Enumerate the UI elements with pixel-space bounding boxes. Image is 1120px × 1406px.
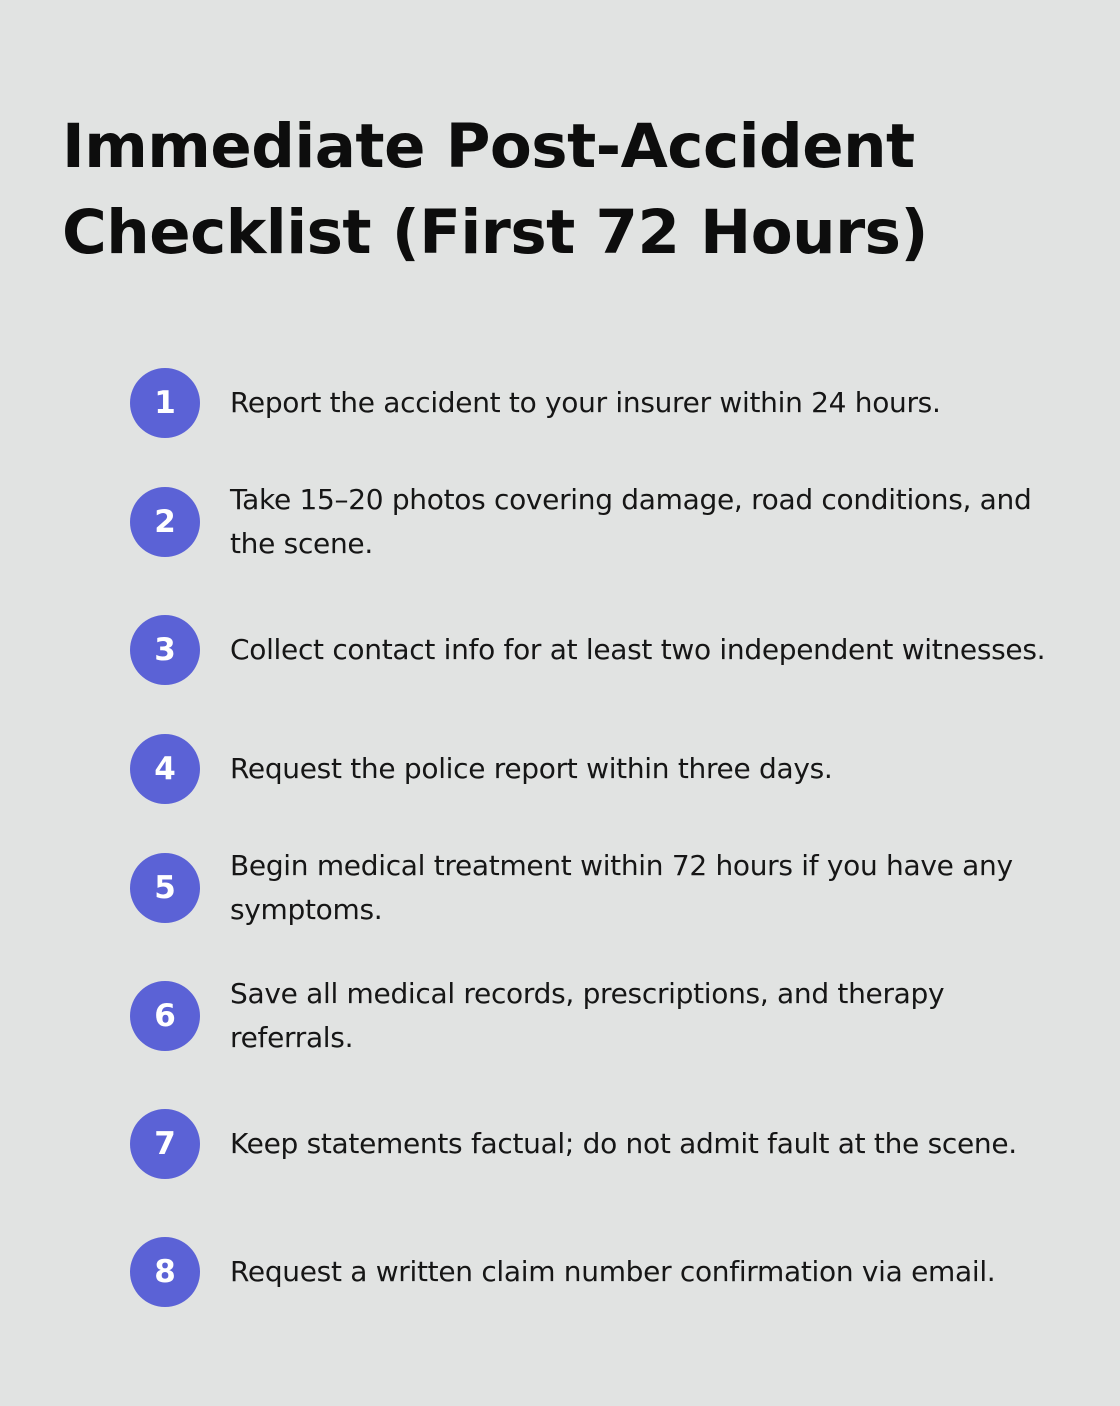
step-text: Take 15–20 photos covering damage, road conditions, and the scene.	[230, 483, 1032, 560]
checklist-step-8	[130, 1237, 1070, 1307]
step-text: Request a written claim number confirmation via email.	[230, 1255, 996, 1288]
step-text: Begin medical treatment within 72 hours if you have any symptoms.	[230, 849, 1013, 926]
step-number-badge: 8	[130, 1237, 200, 1307]
step-number-badge: 3	[130, 615, 200, 685]
step-text: Save all medical records, prescriptions, and therapy referrals.	[230, 977, 945, 1054]
step-number-badge: 7	[130, 1109, 200, 1179]
step-number-badge: 2	[130, 487, 200, 557]
step-number-badge: 6	[130, 981, 200, 1051]
step-text: Report the accident to your insurer within 24 hours.	[230, 386, 941, 419]
checklist-step-1	[130, 368, 1070, 438]
checklist-step-4	[130, 734, 1070, 804]
checklist-step-2	[130, 483, 1070, 560]
step-number-badge: 5	[130, 853, 200, 923]
step-number-badge: 4	[130, 734, 200, 804]
checklist-step-6	[130, 977, 1070, 1054]
page-title-line-1: Immediate Post-Accident	[62, 111, 915, 182]
checklist-step-3	[130, 615, 1070, 685]
step-text: Keep statements factual; do not admit fault at the scene.	[230, 1127, 1017, 1160]
checklist-step-5	[130, 849, 1070, 926]
step-text: Collect contact info for at least two independent witnesses.	[230, 633, 1046, 666]
checklist-step-7	[130, 1109, 1070, 1179]
step-text: Request the police report within three days.	[230, 752, 833, 785]
page-title-line-2: Checklist (First 72 Hours)	[62, 197, 928, 268]
page-title	[62, 104, 1062, 276]
step-number-badge: 1	[130, 368, 200, 438]
